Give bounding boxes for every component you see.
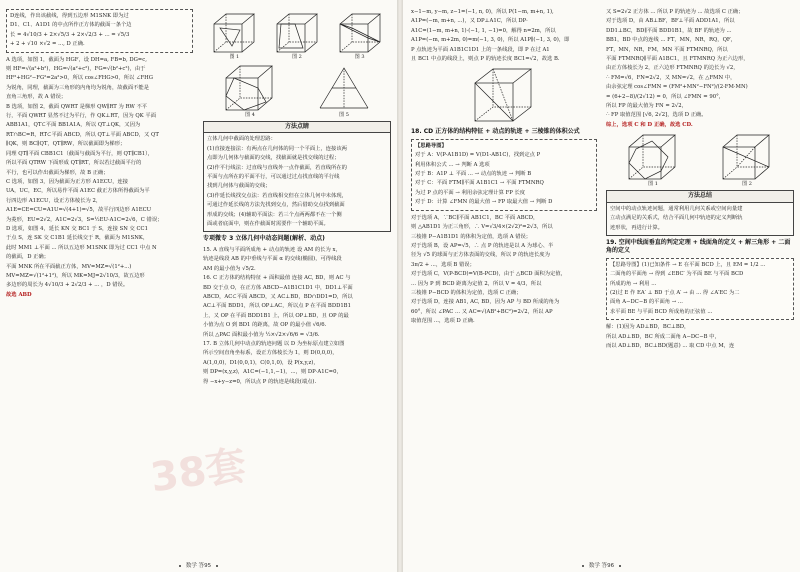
- q18-line: ... 因为 P 到 BCD 距离为定值 2，所以 V = 4/3，所以: [411, 280, 542, 287]
- solution-continuation-box: [6, 9, 193, 53]
- text-line: 平行，也可以作出截面为梯形，故 B 正确；: [6, 169, 109, 176]
- figure-row-top: [203, 10, 391, 60]
- method-tip-body: [204, 133, 390, 231]
- left-column-a: [6, 8, 193, 300]
- right-column-a: [411, 8, 597, 327]
- box-line: D连线，作出该截线，得到五边形 M1SNK 即为过: [10, 13, 129, 19]
- text-line: FT，MN，NR，FM，MN 平面 FTMNRQ，所以: [606, 46, 728, 53]
- box-line: 长 = 4√10/3 + 2×√5/3 + 2×√2/3 + ... = √5/3: [10, 31, 130, 38]
- figure-1: [210, 10, 258, 60]
- mind-map-line: 利用体积公式 ... → 判断 A 选项: [415, 161, 490, 168]
- method-tip-box: [203, 121, 391, 232]
- triangle-diagram-icon: [314, 62, 374, 112]
- q17-line: 所示空间直角坐标系，设正方体棱长为 1，则 D(0,0,0)，: [203, 350, 338, 357]
- figure-caption: 图 3: [354, 54, 365, 60]
- text-line: 所以 FP 的最大值为 FN = 2√2，: [606, 103, 687, 110]
- text-line: B 选项，如图 2，截面 QWRT 是梯形 QW∥RT 为 RW 不平: [6, 103, 148, 110]
- q15-line: AM 的最小值为 √5/2.: [203, 265, 256, 272]
- q18-line: 三棱锥 P−BCD 的体积为定值，选项 C 正确；: [411, 289, 522, 296]
- text-line: ∴ FP 取值范围 [√6, 2√2]，选项 D 正确。: [606, 112, 707, 119]
- figure-caption: 图 1: [648, 181, 658, 188]
- q15-line: 15. A 直线与平面所成角 + 动点的轨迹 设 AM 的长为 x，: [203, 246, 341, 253]
- method-summary-body: [607, 203, 793, 235]
- q18-line: 三棱锥 P−A1B1D1 的体积为定值，选项 A 错误；: [411, 233, 532, 240]
- q16-line: ABCD，AC⊂平面 ABCD，又 AC⊥BD，BD∩DD1=D，所以: [203, 293, 353, 300]
- text-line: 行，平面 QWRT 显然不过为平行，作 QK⊥RT，因为 QK 平面: [6, 113, 156, 120]
- figure-row-right-b: [606, 131, 794, 187]
- text-line: 由正方体棱长为 2，正六边形 FTMNRQ 的边长为 √2，: [606, 65, 739, 72]
- tip-line: 形成的交线；(4)辅助平面法：若三个点两两都不在一个侧: [207, 211, 342, 218]
- tip-line: 面或者底面中，则在作截面时需要作一个辅助平面。: [207, 221, 329, 228]
- text-line: 于点 S，连 SK 交 C1B1 延长线交于 R，截面为 M1SNK，: [6, 235, 149, 242]
- footer-dot-icon: [179, 565, 181, 567]
- text-line: ∴ FM=√6，FN=2√2，又 MN=√2，在 △FMN 中，: [606, 74, 736, 81]
- cube-figure: [469, 65, 539, 125]
- text-line: A1P=(−m, m+2m, 0)=m(−1, 3, 0)，所以 A1P∥(−1, 3, 0)，即: [411, 37, 570, 44]
- text-line: 为菱形，EU=2√2，A1C=2√3，S=½EU·A1C=2√6，C 错误；: [6, 216, 163, 223]
- q19-line: 解：(1)因为 AD⊥BD，BC⊥BD，: [606, 324, 690, 331]
- text-line: 所以平面 QTRW 下面形成 QT∥RT，所以若过截面平行的: [6, 160, 142, 167]
- figure-5: [314, 62, 374, 118]
- q18-line: 取值范围 ...，选项 D 正确.: [411, 318, 475, 325]
- q18-line: 3π/2 + ...，选项 B 错误；: [411, 261, 475, 268]
- figure-row-bottom: [203, 62, 391, 118]
- method-tip-title: 方法点睛: [204, 122, 390, 133]
- text-line: P 点轨迹为平面 A1B1C1D1 上的一条线段，即 P 在过 A1: [411, 46, 550, 53]
- q18-line: 则 △AB1D1 为正三角形，∴ V=√3/4×(2√2)²=2√3，所以: [411, 224, 553, 231]
- solution-body: [6, 56, 193, 300]
- text-line: ABB1A1，QT⊂平面 BB1A1A，所以 QT⊥QK，又因为: [6, 122, 141, 129]
- q17-line: 得 −x+y−z=0，所以点 P 的轨迹是线段(端点).: [203, 378, 317, 385]
- mind-map-title: 【思路导图】: [415, 142, 447, 149]
- q19-mind-map-box: [606, 258, 794, 320]
- box-line: D1、C1、A1D1 的中点所作正方体的截面一条个边: [10, 22, 132, 29]
- footer-dot-icon: [582, 565, 584, 567]
- q16-line: 16. C 正方体的结构特征 + 面积最值 连接 AC, BD，则 AC 与: [203, 275, 351, 282]
- summary-line: 迹形状，再进行计算。: [610, 224, 663, 231]
- text-line: A1C=(1−m, m+n, 1)·(−1, 1, −1)=0，解得 n=2m，所以: [411, 27, 556, 34]
- left-page-number: 数学 答95: [185, 563, 212, 569]
- text-line: 直角三角形，故 A 错误；: [6, 94, 67, 101]
- q18-line: 径为 √5 的球面与正方体表面的交线，所以 P 的轨迹长度为: [411, 252, 550, 259]
- watermark: 38套: [147, 442, 249, 502]
- mind-map-line: (2)过 E 作 EA′ ⊥ BD 于点 A′ → 由 ... 得 ∠A′EC 为二: [610, 289, 740, 296]
- text-line: 平面 MNK 所在平面截正方体，MV=MZ=√(1²+...): [6, 263, 132, 270]
- tip-line: 可通过作延长线的方法先找到交点，然后借助交点找到截面: [207, 202, 345, 209]
- text-line: 由余弦定理 cos∠FMN = (FM²+MN²−FN²)/(2·FM·MN): [606, 84, 748, 91]
- text-line: C 选项，如图 3，因为截面为正方形 A1ECU，连接: [6, 178, 129, 185]
- mind-map-line: 求平面 BE 与平面 BCD 所成角的正弦值 ...: [610, 308, 713, 315]
- q16-line: BD 交于点 O，在正方体 ABCD−A1B1C1D1 中，DD1⊥平面: [203, 284, 353, 291]
- text-line: UA，UC，EC，所以易作平面 A1EC 截正方体所得截面为平: [6, 188, 150, 195]
- cube-diagram-icon: [719, 131, 775, 181]
- text-line: 为锐角，同理，截面为三角形的内角均为锐角，故截面不能是: [6, 84, 150, 91]
- right-column-b: [606, 8, 794, 351]
- text-line: 的截面，D 正确；: [6, 254, 50, 261]
- text-line: 此时 MM1 ⊥平面 ... 所以五边形 M1SNK 即为过 CC1 中点 N: [6, 244, 157, 251]
- text-line: D 选项，如图 4，延长 KN 交 BC1 于 S，连接 SN 交 CC1: [6, 225, 148, 232]
- right-page-footer: [403, 561, 800, 569]
- figure-caption: 图 1: [229, 54, 240, 60]
- text-line: RT∩BC=R，RT⊂平面 ABCD，所以 QT⊥平面 ABCD，又 QT: [6, 131, 159, 138]
- tip-line: (3)作延长线找交点法：若直线相交但在立体几何中未体现，: [207, 192, 347, 199]
- mind-map-line: 所成的角 → 利用 ...: [610, 280, 657, 287]
- mind-map-line: 对于 C：平面 FTM∥平面 A1B1C1 → 平面 FTMNRQ: [415, 180, 544, 187]
- q16-line: 上，又 OP 在平面 BDD1B1 上，所以 OP⊥BD，且 OP 的最: [203, 312, 349, 319]
- tip-line: 点即为几何体与截面的交线，找截面就是找交线的过程；: [207, 155, 340, 162]
- q17-line: 则 DP=(x,y,z)，A1C=(−1,1,−1)，...，则 DP·A1C=0，: [203, 369, 342, 376]
- tip-line: 找到几何体与截面的交线；: [207, 183, 271, 190]
- text-line: 多边形的周长为 4√10/3 + 2√2/3 + ... ，D 错误。: [6, 282, 129, 289]
- q16-line: 所以 △PAC 面积最小值为 ½×√2×√6/6 = √3/6.: [203, 331, 320, 338]
- figure-caption: 图 2: [742, 181, 752, 188]
- q18-mind-map-box: [411, 139, 597, 211]
- text-line: 又 S=2√2 正方体 ... 所以 P 的轨迹为 ... 故选项 C 正确；: [606, 9, 744, 15]
- q18-heading: 18. CD 正方体的结构特征 + 动点的轨迹 + 三棱锥的体积公式: [411, 128, 580, 136]
- q19-line: 而以 AD⊥BD，BC⊥BD(题意) ... 取 CD 中点 M，连: [606, 342, 735, 349]
- text-line: A1P=(−m, m+n, ...)，又 DP⊥A1C，所以 DP·: [411, 18, 528, 25]
- figure-caption: 图 5: [339, 112, 349, 118]
- footer-dot-icon: [619, 565, 621, 567]
- right-page-number: 数学 答96: [588, 563, 615, 569]
- text-line: 对于选项 D，由 AB⊥BF，BF⊥平面 ADD1A1，所以: [606, 18, 735, 25]
- text-line: ∥QK，则 BC∥QT，QT∥RW，所以截面即为梯形；: [6, 141, 126, 148]
- q17-line: A(1,0,0)，D1(0,0,1)，C(0,1,0)，设 P(x,y,z)，: [203, 359, 319, 366]
- q19-line: 所以 AD⊥BD，BC 所成二面角 A−DC−B 中，: [606, 333, 720, 340]
- box-line: + 2 + √10 ×√2 = ..., D 正确.: [10, 41, 85, 48]
- summary-line: 立动点满足的关系式，结合平面几何中轨迹的定义判断轨: [610, 215, 743, 222]
- tip-line: (1)直接连接法：有两点在几何体的同一个平面上，连接该两: [207, 145, 347, 152]
- text-line: HF²+HG²−FG²=2a²>0，所以 cos∠FHG>0，所以 ∠FHG: [6, 75, 153, 82]
- text-line: 则 HF=√(a²+b²)，HG=√(a²+c²)，FG=√(b²+c²)，由于: [6, 66, 146, 73]
- text-line: = (6+2−8)/(2√12) = 0，所以 ∠FMN = 90°，: [606, 93, 725, 100]
- figure-row-right-top: [411, 65, 597, 125]
- summary-line: 空间中的动点轨迹问题，通常利用几何关系或空间向量建: [610, 205, 743, 212]
- text-line: 且 BC1 中点的线段上，则点 P 的轨迹长度 BC1=√2，故选 B.: [411, 56, 560, 63]
- mind-map-line: 对于 A：V(P-A1B1D) = V(D1-AB1C)，找到定点 P: [415, 152, 541, 159]
- q16-line: 小值为点 O 到 BD1 的距离，故 OP 的最小值 √6/6.: [203, 322, 327, 329]
- figure-caption: 图 4: [245, 112, 255, 118]
- left-column-b: [203, 8, 391, 387]
- mind-map-line: 【思路导图】(1)已知条件 → E 在平面 BCD 上，且 EM = 1/2 ...: [610, 261, 766, 268]
- text-line: A 选项，如图 1，截面为 HGF，设 DH=a, FB=b, DG=c,: [6, 56, 147, 63]
- figure-caption: 图 2: [292, 54, 302, 60]
- text-line: 同理 QT∥平面 CBB1C1（截面与截面为平行，则 QT∥CB1），: [6, 150, 154, 157]
- mind-map-line: 二面角的平面角 → 得到 ∠EBC′ 为平面 BE 与平面 BCD: [610, 271, 744, 278]
- text-line: x−1−m, y−m, z−1=(−1, n, 0)，所以 P(1−m, m+n, 1),: [411, 9, 554, 15]
- text-line: MV=MZ=√(1²+1²)，所以 MK=MJ=2√10/3，故五边形: [6, 272, 145, 279]
- cube-diagram-icon: [625, 131, 681, 181]
- text-line: 行四边形 A1ECU，设正方体棱长为 2，: [6, 197, 102, 204]
- q16-line: AC⊥平面 BDD1，所以 OP⊥AC，所以点 P 在平面 BDD1B1: [203, 303, 351, 310]
- method-summary-title: 方法总结: [607, 191, 793, 202]
- text-line: DD1⊥BC，BD∥平面 BDD1B1，故 BF 的轨迹为 ...: [606, 27, 732, 34]
- text-line: A1E=CE=CU=A1U=√(4+1)=√5，故平行四边形 A1ECU: [6, 207, 152, 214]
- mind-map-line: 对于 D：计算 ∠FMN 的最大值 → FP 取最大值 → 判断 D: [415, 199, 553, 206]
- cube-diagram-icon: [273, 10, 321, 54]
- mind-map-line: 对于 B：A1P ⊥ 平面 ... → 动点的轨迹 → 判断 B: [415, 171, 532, 178]
- figure-2-right: [719, 131, 775, 187]
- left-page: [0, 0, 397, 572]
- cube-diagram-icon: [469, 65, 539, 125]
- tip-line: 平面与点所在的平面平行，可以通过过点找直线的平行线: [207, 174, 340, 181]
- figure-2: [273, 10, 321, 60]
- cube-diagram-icon: [210, 10, 258, 54]
- q18-line: 对于选项 A，∵BC∥平面 AB1C1，BC 平面 ABCD，: [411, 214, 539, 221]
- footer-dot-icon: [216, 565, 218, 567]
- text-line: 平面 FTMNRQ∥平面 A1BC1，且 FTMNRQ 为正六边形，: [606, 56, 749, 63]
- cube-diagram-icon: [336, 10, 384, 54]
- q17-line: 17. B 立体几何中动点的轨迹问题 以 D 为坐标原点建立如图: [203, 340, 345, 347]
- q18-line: 对于选项 B，设 AP=√5，∴ 点 P 的轨迹是以 A 为球心、半: [411, 242, 554, 249]
- mind-map-line: 为过 P 点的平面 → 利用余弦定理计算 FP 长度: [415, 189, 526, 196]
- mind-map-line: 面角 A−DC−B 的平面角 → ...: [610, 299, 683, 306]
- q18-line: 对于选项 C，V(P-BCD)=V(B-PCD)，由于 △BCD 面积为定值，: [411, 271, 566, 278]
- answer-line: 故选 ABD: [6, 291, 32, 298]
- left-page-footer: [0, 561, 397, 569]
- q18-line: 对于选项 D，连接 AB1, AC, BD，因为 AP 与 BD 所成的角为: [411, 299, 560, 306]
- topic-heading: 专项微专 3 立体几何中动态问题(解析、动点): [203, 235, 325, 243]
- cube-diagram-icon: [220, 62, 280, 112]
- figure-4: [220, 62, 280, 118]
- tip-line: (2)作平行线法：过直线与直线外一点作截面，若直线所在的: [207, 164, 347, 171]
- figure-3: [336, 10, 384, 60]
- q18-line: 60°，所以 ∠PAC ... 又 AC=√(AB²+BC²)=2√2，所以 AP: [411, 308, 553, 315]
- figure-1-right: [625, 131, 681, 187]
- method-summary-box: [606, 190, 794, 236]
- tip-line: 立体几何中截面的处理思路：: [207, 136, 276, 143]
- q15-line: 轨迹是线段 AB 的中垂线与平面 α 的交线(椭圆)，可得线段: [203, 256, 342, 263]
- right-page: [403, 0, 800, 572]
- answer-line: 综上，选项 C 和 D 正确，故选 CD.: [606, 121, 693, 128]
- text-line: BB1，BD 中点的连线 ... FT，MN，NR，RQ，QF，: [606, 37, 736, 44]
- q19-heading: 19. 空间中线面垂直的判定定理 + 线面角的定义 + 解三角形 + 二面角的定义: [606, 238, 791, 255]
